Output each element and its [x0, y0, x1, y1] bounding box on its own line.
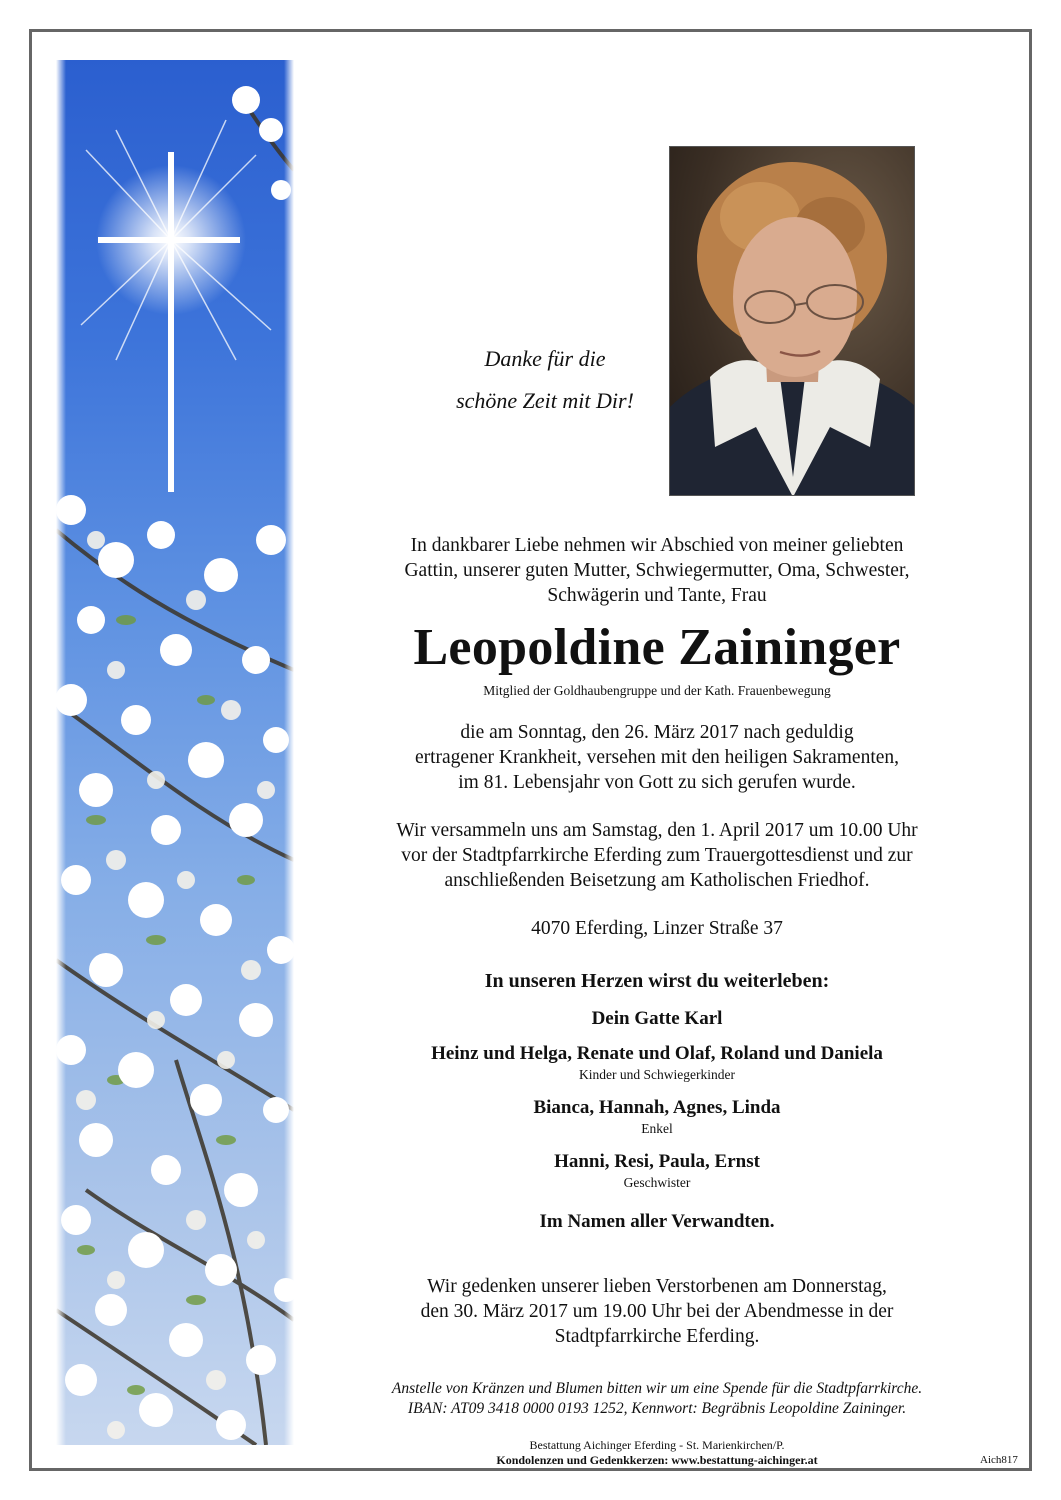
closing	[330, 1209, 984, 1234]
intro-text	[330, 533, 984, 608]
children-names: Heinz und Helga, Renate und Olaf, Roland und Daniela	[431, 1043, 883, 1064]
funeral-line: vor der Stadtpfarrkirche Eferding zum Trauergottesdienst und zur	[401, 845, 913, 866]
grandchildren	[330, 1095, 984, 1138]
motto-line: Danke für die	[484, 346, 606, 371]
motto-line: schöne Zeit mit Dir!	[456, 388, 634, 413]
spouse	[330, 1006, 984, 1031]
intro-line: In dankbarer Liebe nehmen wir Abschied von meiner geliebten	[410, 535, 904, 556]
condolences-link[interactable]: Kondolenzen und Gedenkkerzen: www.bestattung-aichinger.at	[496, 1453, 818, 1467]
mass-text	[330, 1274, 984, 1349]
mass-line: Wir gedenken unserer lieben Verstorbenen am Donnerstag,	[427, 1276, 887, 1297]
intro-line: Gattin, unserer guten Mutter, Schwiegermutter, Oma, Schwester,	[404, 560, 910, 581]
mourners-heading-text: In unseren Herzen wirst du weiterleben:	[484, 970, 830, 992]
portrait-photo	[669, 146, 915, 496]
children	[330, 1041, 984, 1084]
death-line: im 81. Lebensjahr von Gott zu sich gerufen wurde.	[458, 772, 856, 793]
funeral-line: Wir versammeln uns am Samstag, den 1. April 2017 um 10.00 Uhr	[396, 820, 918, 841]
undertaker-text: Bestattung Aichinger Eferding - St. Marienkirchen/P.	[529, 1438, 785, 1452]
donation-line: Anstelle von Kränzen und Blumen bitten wir um eine Spende für die Stadtpfarrkirche.	[391, 1380, 923, 1397]
deceased-name: Leopoldine Zaininger	[413, 619, 901, 676]
death-text	[330, 720, 984, 795]
donation-iban: IBAN: AT09 3418 0000 0193 1252, Kennwort: Begräbnis Leopoldine Zaininger.	[407, 1400, 907, 1417]
donation-text	[330, 1379, 984, 1419]
spouse-text: Dein Gatte Karl	[591, 1008, 723, 1029]
grandchildren-label: Enkel	[641, 1121, 673, 1136]
footer	[330, 1438, 984, 1468]
siblings	[330, 1149, 984, 1192]
motto	[400, 338, 690, 422]
membership-text: Mitglied der Goldhaubengruppe und der Kath. Frauenbewegung	[483, 683, 831, 698]
funeral-text	[330, 818, 984, 893]
children-label: Kinder und Schwiegerkinder	[579, 1067, 735, 1082]
intro-line: Schwägerin und Tante, Frau	[547, 585, 767, 606]
grandchildren-names: Bianca, Hannah, Agnes, Linda	[533, 1097, 781, 1118]
membership	[330, 682, 984, 700]
mass-line: den 30. März 2017 um 19.00 Uhr bei der Abendmesse in der	[420, 1301, 894, 1322]
siblings-label: Geschwister	[623, 1175, 691, 1190]
siblings-names: Hanni, Resi, Paula, Ernst	[554, 1151, 760, 1172]
notice-code: Aich817	[980, 1454, 1018, 1466]
address	[330, 916, 984, 941]
mourners-heading	[330, 968, 984, 994]
cross-blossom-image	[56, 60, 294, 1445]
death-line: die am Sonntag, den 26. März 2017 nach geduldig	[460, 722, 854, 743]
death-line: ertragener Krankheit, versehen mit den heiligen Sakramenten,	[414, 747, 900, 768]
funeral-line: anschließenden Beisetzung am Katholischen Friedhof.	[444, 870, 870, 891]
closing-text: Im Namen aller Verwandten.	[539, 1211, 775, 1232]
address-text: 4070 Eferding, Linzer Straße 37	[531, 918, 783, 939]
mass-line: Stadtpfarrkirche Eferding.	[554, 1326, 760, 1347]
